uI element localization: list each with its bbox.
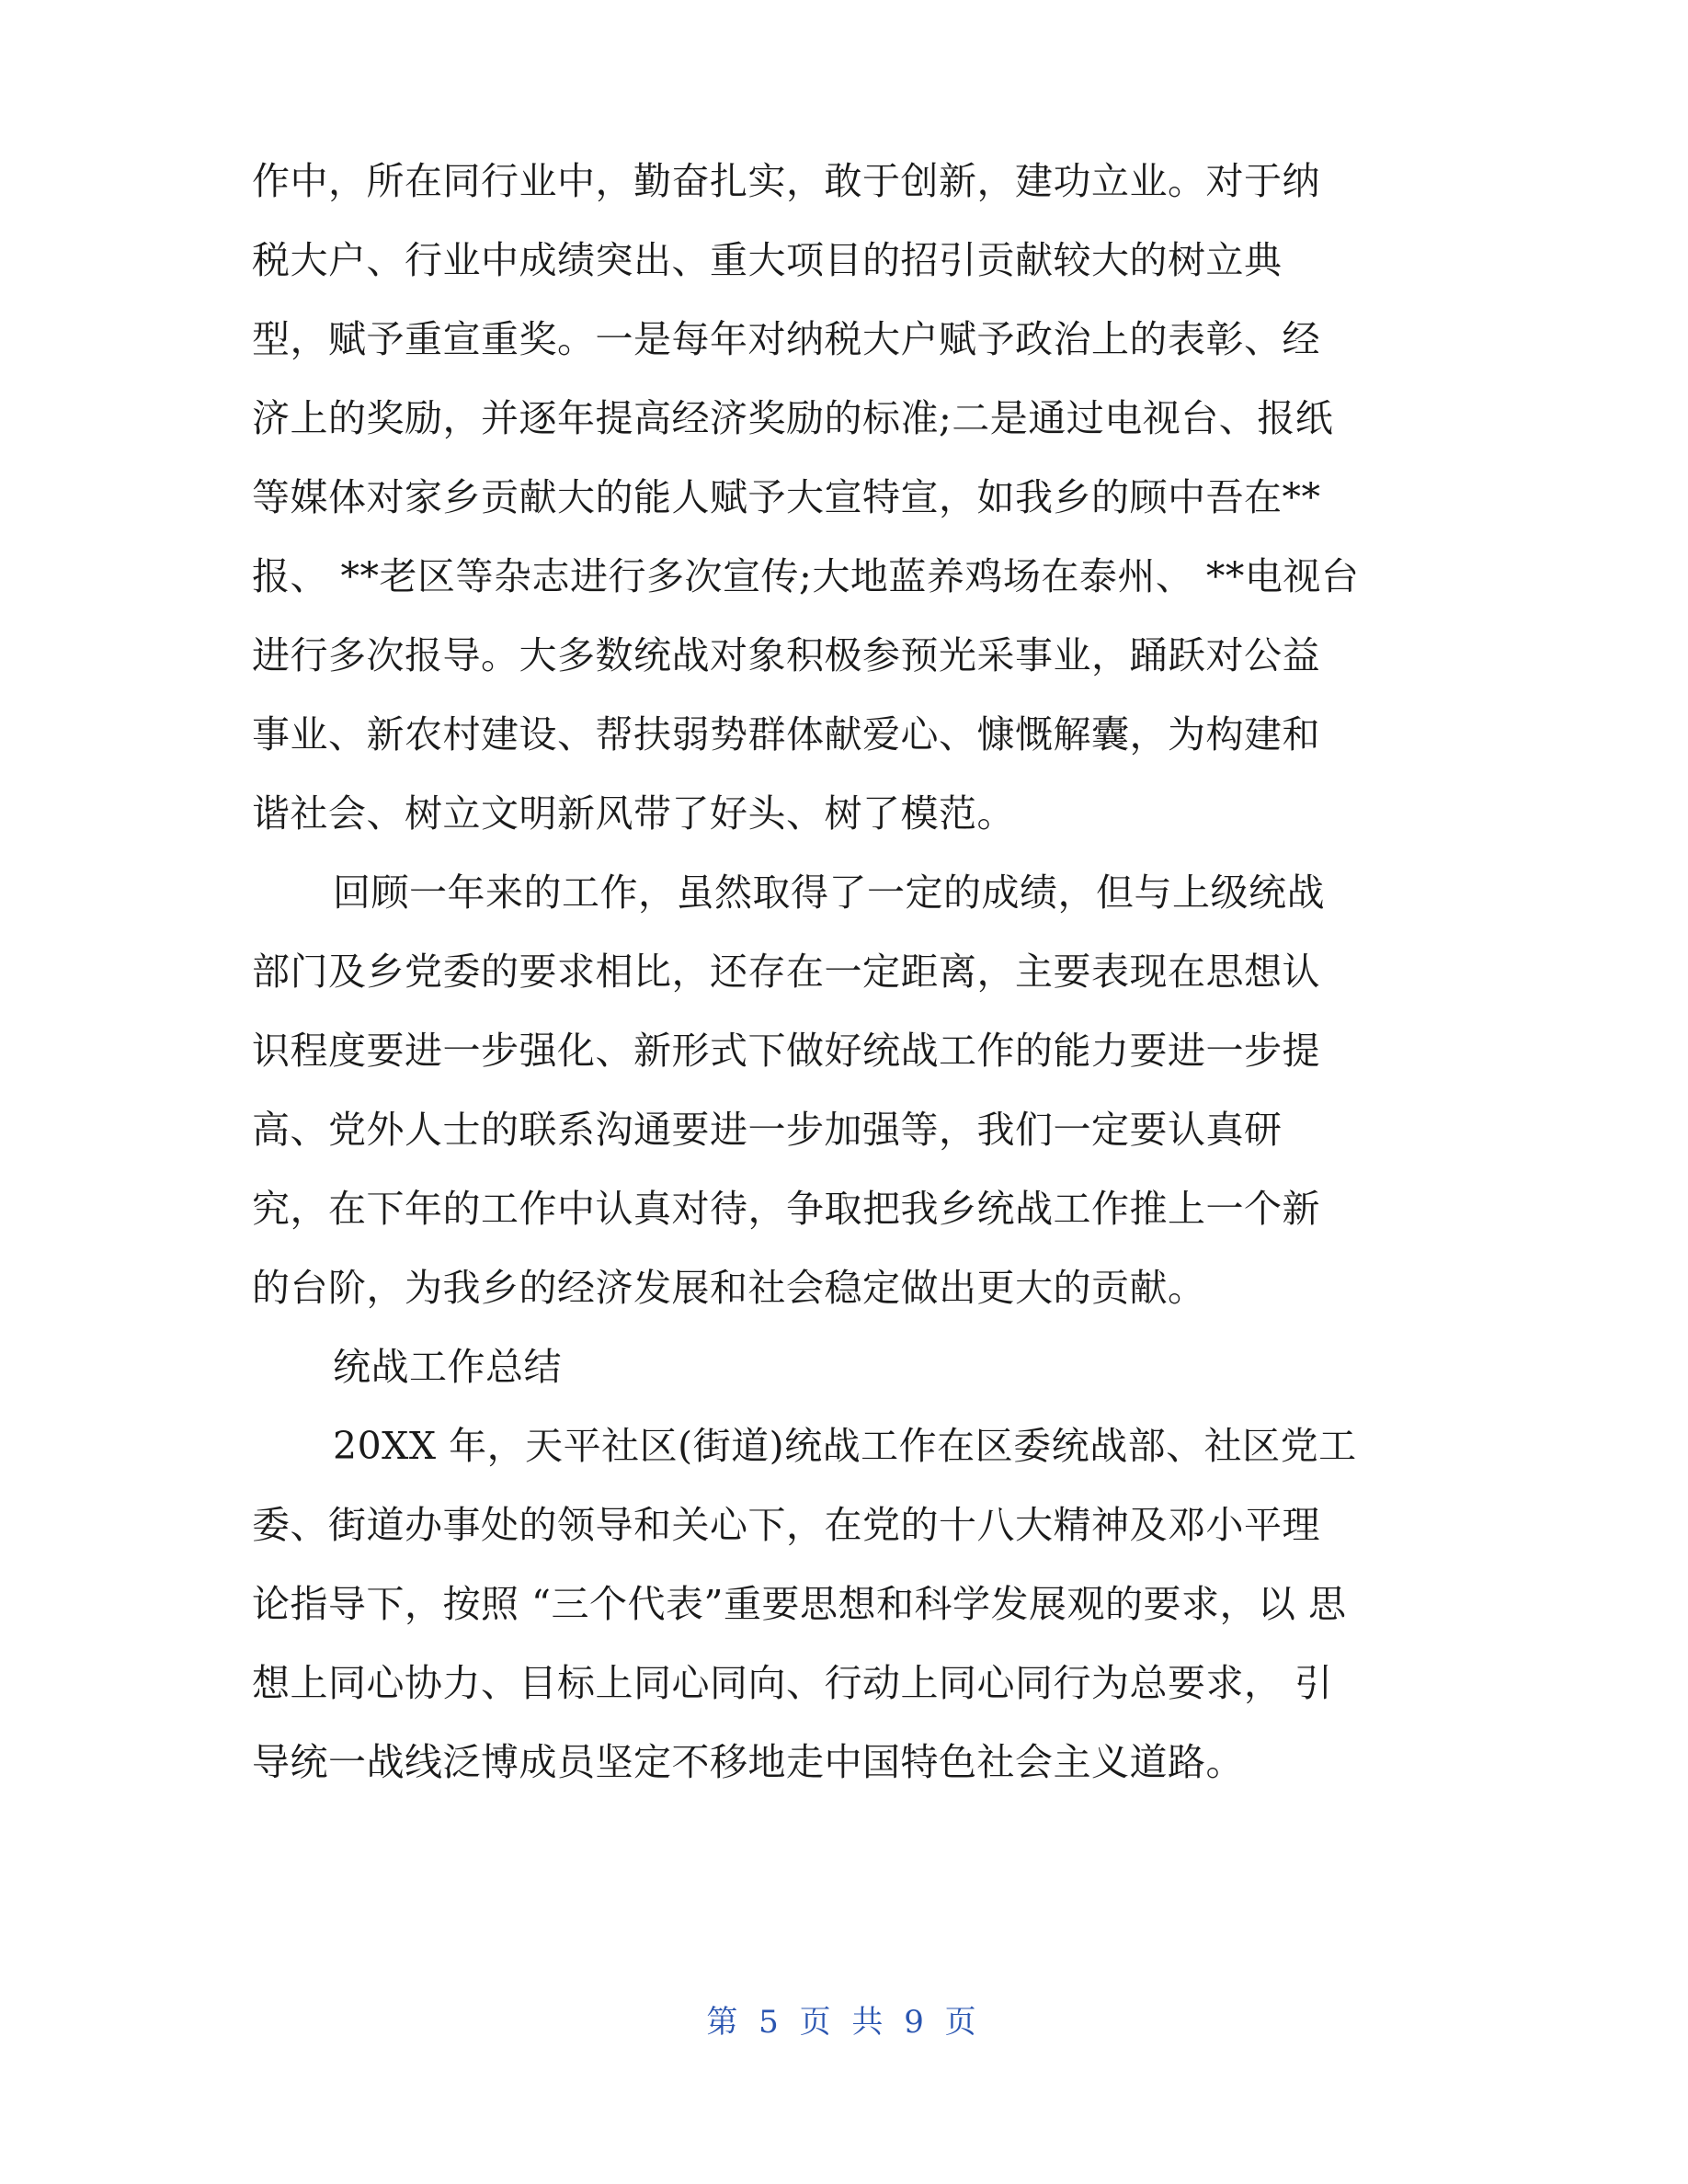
body-text-line: 委、街道办事处的领导和关心下，在党的十八大精神及邓小平理 bbox=[252, 1503, 1320, 1547]
body-text-line: 型，赋予重宣重奖。一是每年对纳税大户赋予政治上的表彰、经 bbox=[252, 317, 1320, 361]
paragraph-first-line: 20XX 年，天平社区(街道)统战工作在区委统战部、社区党工 bbox=[333, 1424, 1357, 1468]
section-title: 统战工作总结 bbox=[333, 1345, 562, 1389]
body-text-line: 税大户、行业中成绩突出、重大项目的招引贡献较大的树立典 bbox=[252, 238, 1283, 282]
body-text-line: 作中，所在同行业中，勤奋扎实，敢于创新，建功立业。对于纳 bbox=[252, 159, 1320, 203]
body-text-line: 究，在下年的工作中认真对待，争取把我乡统战工作推上一个新 bbox=[252, 1187, 1320, 1231]
body-text-line: 进行多次报导。大多数统战对象积极参预光采事业，踊跃对公益 bbox=[252, 633, 1320, 677]
body-text-line: 济上的奖励，并逐年提高经济奖励的标准;二是通过电视台、报纸 bbox=[252, 396, 1334, 440]
body-text-line: 想上同心协力、目标上同心同向、行动上同心同行为总要求， 引 bbox=[252, 1661, 1333, 1705]
body-text-line: 谐社会、树立文明新风带了好头、树了模范。 bbox=[252, 791, 1015, 836]
page-number-footer: 第 5 页 共 9 页 bbox=[706, 2004, 982, 2041]
body-text-line: 报、 **老区等杂志进行多次宣传;大地蓝养鸡场在泰州、 **电视台 bbox=[252, 554, 1360, 598]
paragraph-first-line: 回顾一年来的工作，虽然取得了一定的成绩，但与上级统战 bbox=[333, 870, 1325, 915]
body-text-line: 的台阶，为我乡的经济发展和社会稳定做出更大的贡献。 bbox=[252, 1266, 1206, 1310]
body-text-line: 导统一战线泛博成员坚定不移地走中国特色社会主义道路。 bbox=[252, 1740, 1244, 1784]
body-text-line: 论指导下，按照 “三个代表”重要思想和科学发展观的要求，以 思 bbox=[252, 1582, 1347, 1626]
body-text-line: 等媒体对家乡贡献大的能人赋予大宣特宣，如我乡的顾中吾在** bbox=[252, 475, 1321, 519]
body-text-line: 部门及乡党委的要求相比，还存在一定距离，主要表现在思想认 bbox=[252, 950, 1320, 994]
body-text-line: 事业、新农村建设、帮扶弱势群体献爱心、慷慨解囊，为构建和 bbox=[252, 712, 1320, 756]
body-text-line: 高、党外人士的联系沟通要进一步加强等，我们一定要认真研 bbox=[252, 1108, 1283, 1152]
body-text-line: 识程度要进一步强化、新形式下做好统战工作的能力要进一步提 bbox=[252, 1029, 1320, 1073]
